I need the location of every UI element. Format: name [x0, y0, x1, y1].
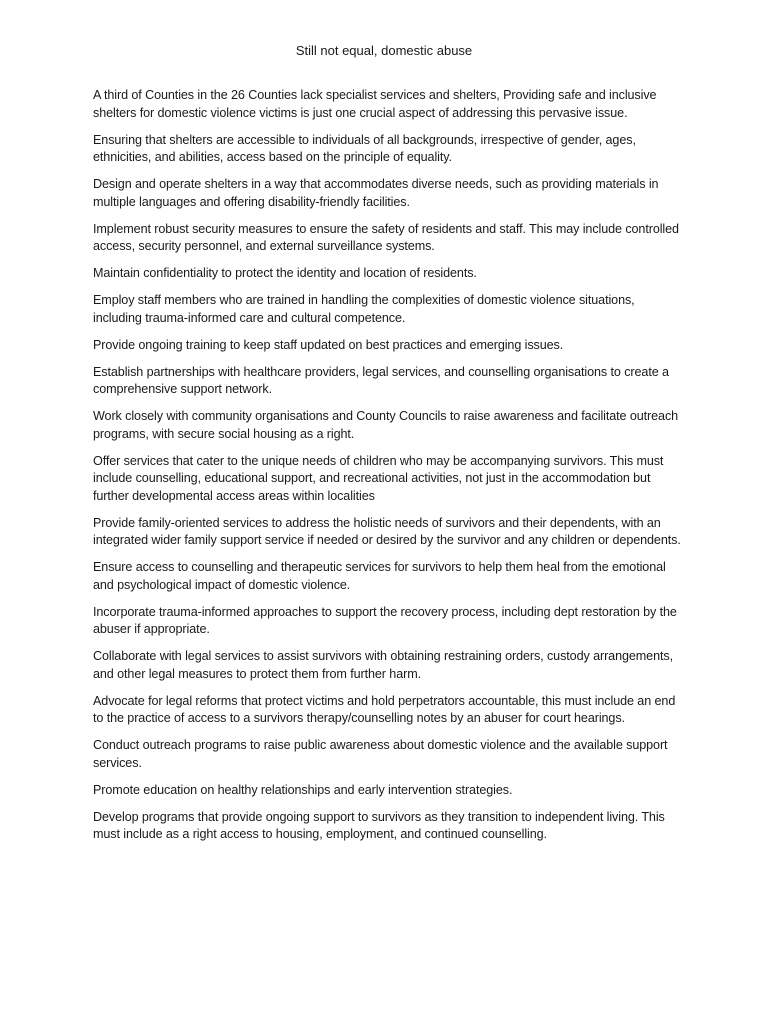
paragraph: Advocate for legal reforms that protect victims and hold perpetrators accountable, this must include an end to the practice of access to a survivors therapy/counselling notes by an abuser for court hearings.: [93, 693, 676, 725]
paragraph: A third of Counties in the 26 Counties lack specialist services and shelters, Providing safe and inclusive shelters for domestic violence victims is just one crucial aspect of addressing this pervasive issue.: [93, 88, 657, 120]
paragraph: Implement robust security measures to ensure the safety of residents and staff. This may include controlled access, security personnel, and external surveillance systems.: [93, 221, 679, 253]
paragraph: Design and operate shelters in a way that accommodates diverse needs, such as providing materials in multiple languages and offering disability-friendly facilities.: [93, 177, 659, 209]
paragraph: Incorporate trauma-informed approaches to support the recovery process, including dept restoration by the abuser if appropriate.: [93, 604, 677, 636]
paragraph: Ensuring that shelters are accessible to individuals of all backgrounds, irrespective of gender, ages, ethnicities, and abilities, access based on the principle of equality.: [93, 132, 636, 164]
document-body: [93, 87, 683, 853]
paragraph: Collaborate with legal services to assist survivors with obtaining restraining orders, custody arrangements, and other legal measures to protect them from further harm.: [93, 649, 673, 681]
paragraph: Conduct outreach programs to raise public awareness about domestic violence and the available support services.: [93, 738, 668, 770]
paragraph: Develop programs that provide ongoing support to survivors as they transition to independent living. This must include as a right access to housing, employment, and continued counselling.: [93, 809, 665, 841]
paragraph: Offer services that cater to the unique needs of children who may be accompanying survivors. This must include counselling, educational support, and recreational activities, not just in the accommodation but further developmental access areas within localities: [93, 453, 664, 503]
paragraph: Establish partnerships with healthcare providers, legal services, and counselling organisations to create a comprehensive support network.: [93, 364, 669, 396]
paragraph: Provide ongoing training to keep staff updated on best practices and emerging issues.: [93, 337, 564, 352]
paragraph: Work closely with community organisations and County Councils to raise awareness and facilitate outreach programs, with secure social housing as a right.: [93, 409, 679, 441]
paragraph: Promote education on healthy relationships and early intervention strategies.: [93, 782, 513, 797]
paragraph: Employ staff members who are trained in handling the complexities of domestic violence situations, including trauma-informed care and cultural competence.: [93, 293, 635, 325]
paragraph: Maintain confidentiality to protect the identity and location of residents.: [93, 266, 477, 280]
paragraph: Ensure access to counselling and therapeutic services for survivors to help them heal from the emotional and psychological impact of domestic violence.: [93, 560, 666, 592]
paragraph: Provide family-oriented services to address the holistic needs of survivors and their dependents, with an integrated wider family support service if needed or desired by the survivor and any children or dependents.: [93, 515, 681, 547]
document-title: Still not equal, domestic abuse: [295, 43, 473, 58]
